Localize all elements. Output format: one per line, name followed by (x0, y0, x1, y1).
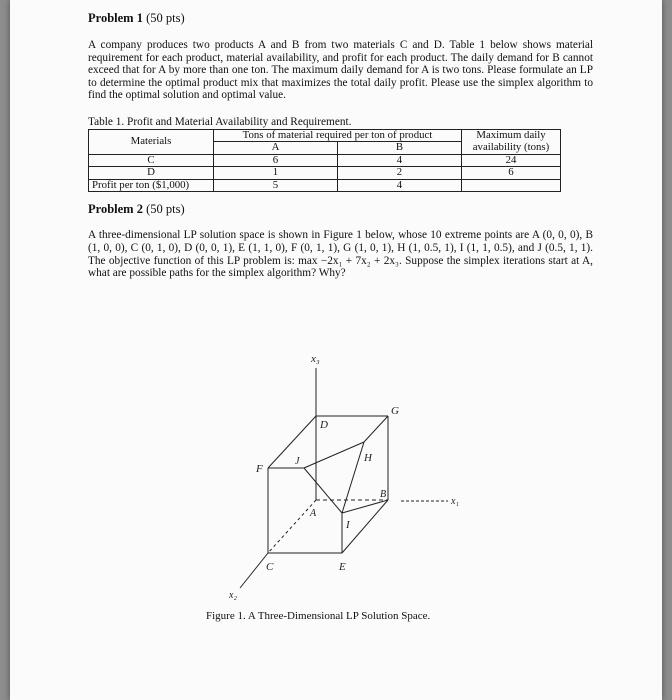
header-materials: Materials (89, 129, 214, 154)
lp-solution-space-diagram (88, 348, 593, 630)
row-label: D (89, 167, 214, 180)
edge-df (268, 416, 316, 468)
label-x3: x₃ (311, 353, 320, 365)
label-f: F (256, 463, 263, 475)
label-e: E (339, 561, 346, 573)
edge-ac (268, 500, 316, 553)
cell-max: 24 (462, 154, 561, 167)
problem1-heading (88, 10, 593, 26)
table-row (89, 179, 561, 192)
edge-gh (364, 416, 388, 442)
label-x2: x₂ (229, 590, 237, 601)
label-i: I (346, 519, 350, 531)
problem2-heading (88, 201, 593, 217)
edge-hi (342, 442, 364, 513)
cell-b: 4 (338, 179, 462, 192)
edge-jh (304, 442, 364, 468)
label-j: J (295, 456, 300, 467)
problem1-title: Problem 1 (88, 11, 143, 25)
cell-a: 5 (214, 179, 338, 192)
cell-max: 6 (462, 167, 561, 180)
table-row (89, 167, 561, 180)
label-g: G (391, 405, 399, 417)
label-a: A (310, 508, 317, 519)
cell-a: 1 (214, 167, 338, 180)
row-label: Profit per ton ($1,000) (89, 179, 214, 192)
lp-figure (88, 348, 593, 630)
table-caption: Table 1. Profit and Material Availability and Requirement. (88, 115, 352, 128)
cell-a: 6 (214, 154, 338, 167)
x2-axis (240, 553, 268, 588)
col-a: A (214, 142, 338, 155)
cell-b: 2 (338, 167, 462, 180)
label-d: D (320, 419, 328, 431)
material-table (88, 129, 561, 193)
document-content (88, 10, 593, 622)
problem2-points: (50 pts) (146, 202, 185, 217)
table-row (89, 154, 561, 167)
header-tons: Tons of material required per ton of product (214, 129, 462, 142)
label-c: C (266, 561, 274, 573)
cell-b: 4 (338, 154, 462, 167)
cell-max (462, 179, 561, 192)
label-x1: x₁ (451, 496, 459, 507)
col-b: B (338, 142, 462, 155)
figure-caption: Figure 1. A Three-Dimensional LP Solution Space. (206, 610, 431, 622)
row-label: C (89, 154, 214, 167)
header-max: Maximum daily availability (tons) (462, 129, 561, 154)
label-h: H (364, 452, 372, 464)
label-b: B (380, 489, 387, 500)
problem2-text: A three-dimensional LP solution space is shown in Figure 1 below, whose 10 extreme points are A (0, 0, 0), B (1, 0, 0), C (0, 1, 0), D (0, 0, 1), E (1, 1, 0), F (0, 1, 1), G (1, 0, 1), H (1, 0.5, 1), I (1, 1, 0.5), and J (0.5, 1, 1). The objective function of this LP problem is: max −2x₁ + 7x₂ + 2x₃. Suppose the simplex iterations start at A, what are possible paths for the simplex algorithm? Why? (88, 229, 593, 280)
problem2-title: Problem 2 (88, 202, 143, 217)
edge-ib (342, 500, 388, 513)
problem1-points: (50 pts) (146, 11, 185, 25)
document-page (10, 0, 662, 700)
problem1-text: A company produces two products A and B from two materials C and D. Table 1 below shows material requirement for each product, material availability, and profit for each product. The daily demand for B cannot exceed that for A by more than one ton. The maximum daily demand for A is two tons. Please formulate an LP to determine the optimal product mix that maximizes the total daily profit. Please use the simplex algorithm to find the optimal solution and optimal value. (88, 39, 593, 102)
